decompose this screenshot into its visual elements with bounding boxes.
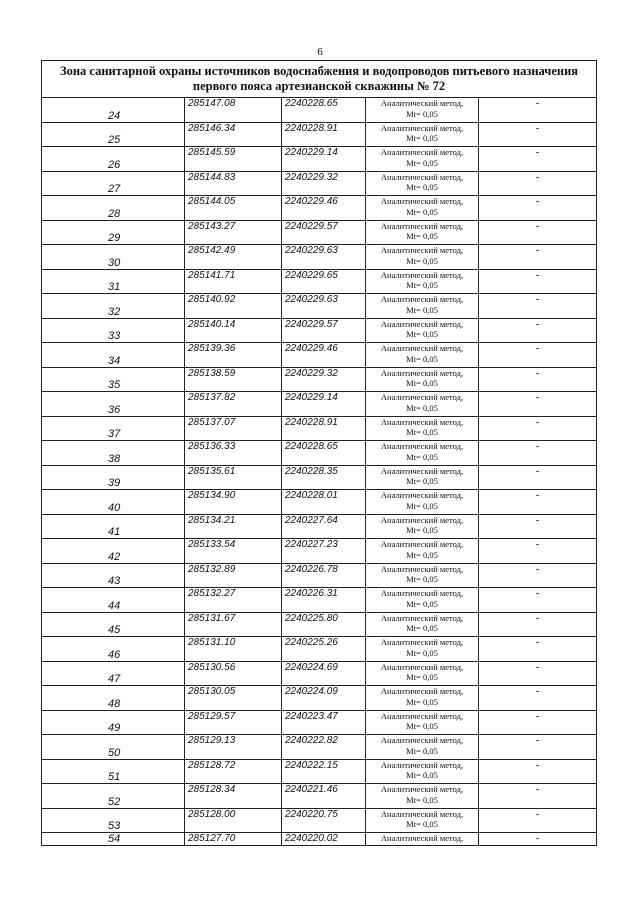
- method-name: Аналитический метод,: [380, 245, 464, 255]
- coordinate-x: 285136.33: [185, 441, 282, 466]
- coordinate-y: 2240229.57: [282, 318, 366, 343]
- method-name: Аналитический метод,: [380, 294, 464, 304]
- table-row: [42, 269, 597, 294]
- coordinate-x: 285145.59: [185, 147, 282, 172]
- method-accuracy: Mt= 0,05: [406, 819, 438, 829]
- table-row: [42, 392, 597, 417]
- coordinate-x: 285141.71: [185, 269, 282, 294]
- method-accuracy: Mt= 0,05: [406, 721, 438, 731]
- point-number: 36: [42, 392, 185, 417]
- point-number: 29: [42, 220, 185, 245]
- coordinate-y: 2240222.82: [282, 735, 366, 760]
- point-number: 53: [42, 808, 185, 833]
- method-name: Аналитический метод,: [380, 735, 464, 745]
- coordinate-x: 285144.83: [185, 171, 282, 196]
- table-title: Зона санитарной охраны источников водоснабжения и водопроводов питьевого назначения первого пояса артезианской скважины № 72: [42, 61, 597, 98]
- method-cell: [366, 294, 479, 319]
- coordinate-y: 2240229.63: [282, 245, 366, 270]
- method-name: Аналитический метод,: [380, 759, 464, 770]
- point-number: 39: [42, 465, 185, 490]
- method-name: Аналитический метод,: [380, 147, 464, 157]
- method-cell: [366, 98, 479, 123]
- method-name: Аналитический метод,: [380, 171, 464, 182]
- page-number: 6: [317, 46, 323, 58]
- coordinate-x: 285131.10: [185, 637, 282, 662]
- method-accuracy: Mt= 0,05: [406, 794, 438, 805]
- empty-value-dash: -: [479, 539, 597, 564]
- point-number: 25: [42, 122, 185, 147]
- point-number: 30: [42, 245, 185, 270]
- method-cell: [366, 465, 479, 490]
- method-name: Аналитический метод,: [380, 514, 464, 525]
- coordinate-y: 2240220.02: [282, 833, 366, 846]
- method-cell: [366, 784, 479, 809]
- method-name: Аналитический метод,: [380, 416, 464, 427]
- coordinate-x: 285140.14: [185, 318, 282, 343]
- method-accuracy: Mt= 0,05: [406, 525, 438, 535]
- method-accuracy: Mt= 0,05: [406, 500, 438, 511]
- empty-value-dash: -: [479, 588, 597, 613]
- coordinate-x: 285132.89: [185, 563, 282, 588]
- empty-value-dash: -: [479, 735, 597, 760]
- empty-value-dash: -: [479, 808, 597, 833]
- coordinate-x: 285137.82: [185, 392, 282, 417]
- empty-value-dash: -: [479, 196, 597, 221]
- empty-value-dash: -: [479, 441, 597, 466]
- point-number: 51: [42, 759, 185, 784]
- point-number: 33: [42, 318, 185, 343]
- method-name: Аналитический метод,: [380, 612, 464, 623]
- method-name: Аналитический метод,: [380, 784, 464, 794]
- method-accuracy: Mt= 0,05: [406, 182, 438, 192]
- table-row: [42, 441, 597, 466]
- method-cell: [366, 759, 479, 784]
- method-cell: [366, 441, 479, 466]
- method-cell: [366, 416, 479, 441]
- coordinate-y: 2240229.32: [282, 171, 366, 196]
- method-name: Аналитический метод,: [380, 343, 464, 353]
- coordinate-x: 285131.67: [185, 612, 282, 637]
- point-number: 46: [42, 637, 185, 662]
- empty-value-dash: -: [479, 147, 597, 172]
- coordinate-x: 285134.21: [185, 514, 282, 539]
- method-accuracy: Mt= 0,05: [406, 329, 438, 339]
- coordinate-y: 2240228.65: [282, 441, 366, 466]
- empty-value-dash: -: [479, 171, 597, 196]
- method-accuracy: Mt= 0,05: [406, 476, 438, 486]
- empty-value-dash: -: [479, 686, 597, 711]
- method-name: Аналитический метод,: [380, 465, 464, 476]
- method-accuracy: Mt= 0,05: [406, 696, 438, 707]
- empty-value-dash: -: [479, 122, 597, 147]
- method-cell: [366, 171, 479, 196]
- point-number: 43: [42, 563, 185, 588]
- coordinate-x: 285127.70: [185, 833, 282, 846]
- table-row: [42, 196, 597, 221]
- table-row: [42, 343, 597, 368]
- coordinate-y: 2240228.91: [282, 122, 366, 147]
- table-row: [42, 514, 597, 539]
- method-cell: [366, 147, 479, 172]
- method-accuracy: Mt= 0,05: [406, 451, 438, 462]
- coordinate-x: 285129.57: [185, 710, 282, 735]
- empty-value-dash: -: [479, 367, 597, 392]
- coordinate-y: 2240229.14: [282, 392, 366, 417]
- table-row: [42, 147, 597, 172]
- method-name: Аналитический метод,: [380, 98, 464, 108]
- method-accuracy: Mt= 0,05: [406, 231, 438, 241]
- coordinate-x: 285142.49: [185, 245, 282, 270]
- method-accuracy: Mt= 0,05: [406, 255, 438, 266]
- table-row: [42, 784, 597, 809]
- method-accuracy: Mt= 0,05: [406, 672, 438, 682]
- method-name: Аналитический метод,: [380, 122, 464, 133]
- coordinate-y: 2240229.46: [282, 343, 366, 368]
- method-name: Аналитический метод,: [380, 269, 464, 280]
- method-accuracy: Mt= 0,05: [406, 304, 438, 315]
- coordinate-y: 2240229.57: [282, 220, 366, 245]
- table-row: [42, 686, 597, 711]
- method-cell: [366, 122, 479, 147]
- point-number: 26: [42, 147, 185, 172]
- method-cell: [366, 612, 479, 637]
- coordinate-y: 2240225.80: [282, 612, 366, 637]
- method-name: Аналитический метод,: [380, 661, 464, 672]
- method-cell: [366, 318, 479, 343]
- method-name: Аналитический метод,: [380, 637, 464, 647]
- empty-value-dash: -: [479, 245, 597, 270]
- coordinate-y: 2240220.75: [282, 808, 366, 833]
- coordinate-x: 285138.59: [185, 367, 282, 392]
- point-number: 44: [42, 588, 185, 613]
- table-row: [42, 735, 597, 760]
- table-row: [42, 245, 597, 270]
- table-row: [42, 98, 597, 123]
- method-accuracy: Mt= 0,05: [406, 647, 438, 658]
- empty-value-dash: -: [479, 98, 597, 123]
- empty-value-dash: -: [479, 784, 597, 809]
- coordinate-x: 285137.07: [185, 416, 282, 441]
- point-number: 52: [42, 784, 185, 809]
- method-name: Аналитический метод,: [380, 441, 464, 451]
- method-accuracy: Mt= 0,05: [406, 598, 438, 609]
- table-row: [42, 661, 597, 686]
- method-cell: [366, 367, 479, 392]
- coordinate-y: 2240229.65: [282, 269, 366, 294]
- coordinate-y: 2240229.14: [282, 147, 366, 172]
- empty-value-dash: -: [479, 392, 597, 417]
- coordinate-x: 285129.13: [185, 735, 282, 760]
- table-row: [42, 294, 597, 319]
- point-number: 47: [42, 661, 185, 686]
- coordinate-x: 285144.05: [185, 196, 282, 221]
- coordinate-x: 285143.27: [185, 220, 282, 245]
- table-row: [42, 808, 597, 833]
- method-name: Аналитический метод,: [380, 808, 464, 819]
- coordinate-y: 2240229.63: [282, 294, 366, 319]
- method-accuracy: Mt= 0,05: [406, 427, 438, 437]
- table-body: [42, 98, 597, 846]
- method-accuracy: Mt= 0,05: [406, 770, 438, 780]
- method-cell: [366, 735, 479, 760]
- coordinate-x: 285132.27: [185, 588, 282, 613]
- method-cell: [366, 686, 479, 711]
- method-name: Аналитический метод,: [380, 392, 464, 402]
- empty-value-dash: -: [479, 833, 597, 846]
- empty-value-dash: -: [479, 294, 597, 319]
- method-accuracy: Mt= 0,05: [406, 745, 438, 756]
- point-number: 38: [42, 441, 185, 466]
- method-name: Аналитический метод,: [380, 490, 464, 500]
- table-row: [42, 759, 597, 784]
- coordinate-y: 2240226.78: [282, 563, 366, 588]
- coordinate-y: 2240229.46: [282, 196, 366, 221]
- coordinate-y: 2240224.09: [282, 686, 366, 711]
- coordinate-x: 285130.56: [185, 661, 282, 686]
- method-name: Аналитический метод,: [380, 588, 464, 598]
- coordinate-y: 2240223.47: [282, 710, 366, 735]
- table-row: [42, 588, 597, 613]
- coordinate-x: 285130.05: [185, 686, 282, 711]
- empty-value-dash: -: [479, 269, 597, 294]
- method-accuracy: Mt= 0,05: [406, 353, 438, 364]
- method-cell: [366, 343, 479, 368]
- point-number: 27: [42, 171, 185, 196]
- method-cell: [366, 808, 479, 833]
- method-accuracy: Mt= 0,05: [406, 549, 438, 560]
- empty-value-dash: -: [479, 637, 597, 662]
- coordinate-x: 285128.72: [185, 759, 282, 784]
- empty-value-dash: -: [479, 318, 597, 343]
- method-accuracy: Mt= 0,05: [406, 280, 438, 290]
- coordinate-y: 2240228.01: [282, 490, 366, 515]
- coordinate-x: 285139.36: [185, 343, 282, 368]
- point-number: 32: [42, 294, 185, 319]
- table-row: [42, 122, 597, 147]
- coordinate-y: 2240226.31: [282, 588, 366, 613]
- table-row: [42, 416, 597, 441]
- point-number: 41: [42, 514, 185, 539]
- empty-value-dash: -: [479, 563, 597, 588]
- empty-value-dash: -: [479, 490, 597, 515]
- coordinate-y: 2240222.15: [282, 759, 366, 784]
- empty-value-dash: -: [479, 416, 597, 441]
- method-cell: [366, 833, 479, 846]
- method-cell: [366, 661, 479, 686]
- table-row: [42, 563, 597, 588]
- table-row: [42, 171, 597, 196]
- method-cell: [366, 710, 479, 735]
- method-accuracy: Mt= 0,05: [406, 206, 438, 217]
- point-number: 31: [42, 269, 185, 294]
- point-number: 49: [42, 710, 185, 735]
- coordinate-x: 285146.34: [185, 122, 282, 147]
- point-number: 45: [42, 612, 185, 637]
- method-name: Аналитический метод,: [380, 686, 464, 696]
- table-row: [42, 490, 597, 515]
- method-accuracy: Mt= 0,05: [406, 157, 438, 168]
- method-name: Аналитический метод,: [380, 833, 464, 843]
- point-number: 54: [42, 833, 185, 846]
- coordinate-x: 285147.08: [185, 98, 282, 123]
- method-accuracy: Mt= 0,05: [406, 108, 438, 119]
- coordinates-table: [41, 60, 597, 846]
- empty-value-dash: -: [479, 220, 597, 245]
- method-name: Аналитический метод,: [380, 196, 464, 206]
- coordinate-y: 2240228.91: [282, 416, 366, 441]
- method-cell: [366, 269, 479, 294]
- empty-value-dash: -: [479, 514, 597, 539]
- method-cell: [366, 637, 479, 662]
- empty-value-dash: -: [479, 343, 597, 368]
- coordinate-y: 2240225.26: [282, 637, 366, 662]
- coordinate-x: 285128.34: [185, 784, 282, 809]
- table-row: [42, 539, 597, 564]
- coordinate-y: 2240229.32: [282, 367, 366, 392]
- method-name: Аналитический метод,: [380, 220, 464, 231]
- method-name: Аналитический метод,: [380, 539, 464, 549]
- empty-value-dash: -: [479, 759, 597, 784]
- method-cell: [366, 196, 479, 221]
- table-row: [42, 637, 597, 662]
- point-number: 48: [42, 686, 185, 711]
- table-row: [42, 220, 597, 245]
- method-cell: [366, 563, 479, 588]
- method-cell: [366, 245, 479, 270]
- table-row: [42, 465, 597, 490]
- table-row: [42, 367, 597, 392]
- coordinate-y: 2240228.65: [282, 98, 366, 123]
- coordinate-y: 2240221.46: [282, 784, 366, 809]
- method-accuracy: Mt= 0,05: [406, 378, 438, 388]
- coordinate-y: 2240228.35: [282, 465, 366, 490]
- point-number: 37: [42, 416, 185, 441]
- empty-value-dash: -: [479, 612, 597, 637]
- point-number: 24: [42, 98, 185, 123]
- point-number: 28: [42, 196, 185, 221]
- coordinate-y: 2240224.69: [282, 661, 366, 686]
- coordinate-x: 285128.00: [185, 808, 282, 833]
- empty-value-dash: -: [479, 465, 597, 490]
- table-row: [42, 833, 597, 846]
- method-cell: [366, 392, 479, 417]
- method-cell: [366, 514, 479, 539]
- coordinate-y: 2240227.64: [282, 514, 366, 539]
- point-number: 35: [42, 367, 185, 392]
- method-cell: [366, 588, 479, 613]
- method-accuracy: Mt= 0,05: [406, 133, 438, 143]
- point-number: 40: [42, 490, 185, 515]
- method-name: Аналитический метод,: [380, 318, 464, 329]
- point-number: 42: [42, 539, 185, 564]
- coordinate-x: 285135.61: [185, 465, 282, 490]
- coordinate-y: 2240227.23: [282, 539, 366, 564]
- point-number: 34: [42, 343, 185, 368]
- method-cell: [366, 220, 479, 245]
- method-cell: [366, 490, 479, 515]
- method-accuracy: Mt= 0,05: [406, 574, 438, 584]
- point-number: 50: [42, 735, 185, 760]
- method-cell: [366, 539, 479, 564]
- table-row: [42, 318, 597, 343]
- coordinate-x: 285140.92: [185, 294, 282, 319]
- method-name: Аналитический метод,: [380, 367, 464, 378]
- table-row: [42, 710, 597, 735]
- empty-value-dash: -: [479, 661, 597, 686]
- method-accuracy: Mt= 0,05: [406, 402, 438, 413]
- method-name: Аналитический метод,: [380, 710, 464, 721]
- method-accuracy: Mt= 0,05: [406, 623, 438, 633]
- method-name: Аналитический метод,: [380, 563, 464, 574]
- empty-value-dash: -: [479, 710, 597, 735]
- coordinate-x: 285133.54: [185, 539, 282, 564]
- table-row: [42, 612, 597, 637]
- coordinate-x: 285134.90: [185, 490, 282, 515]
